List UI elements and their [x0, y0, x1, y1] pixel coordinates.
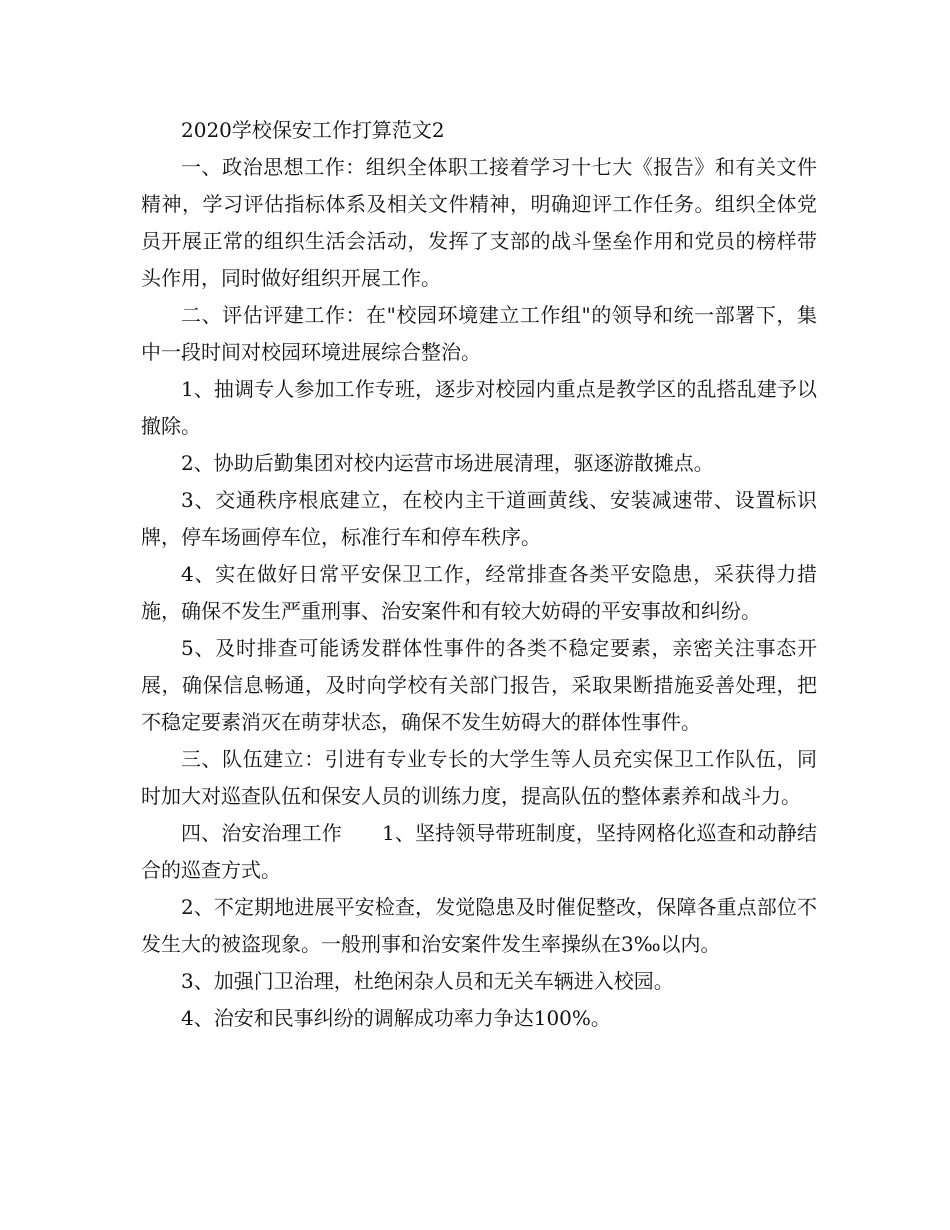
paragraph-team-building: 三、队伍建立：引进有专业专长的大学生等人员充实保卫工作队伍，同时加大对巡查队伍和保安人员的训练力度，提高队伍的整体素养和战斗力。 [141, 747, 817, 808]
document-body [141, 112, 817, 1037]
paragraph-security-item-4: 4、治安和民事纠纷的调解成功率力争达100%。 [181, 1006, 611, 1030]
paragraph-political-work: 一、政治思想工作：组织全体职工接着学习十七大《报告》和有关文件精神，学习评估指标体系及相关文件精神，明确迎评工作任务。组织全体党员开展正常的组织生活会活动，发挥了支部的战斗堡垒作用和党员的榜样带头作用，同时做好组织开展工作。 [141, 155, 817, 290]
paragraph-item-4: 4、实在做好日常平安保卫工作，经常排查各类平安隐患，采获得力措施，确保不发生严重刑事、治安案件和有较大妨碍的平安事故和纠纷。 [141, 562, 817, 623]
paragraph-security-management: 四、治安治理工作 1、坚持领导带班制度，坚持网格化巡查和动静结合的巡查方式。 [141, 821, 817, 882]
document-title: 2020学校保安工作打算范文2 [181, 118, 445, 142]
paragraph-security-item-2: 2、不定期地进展平安检查，发觉隐患及时催促整改，保障各重点部位不发生大的被盗现象。一般刑事和治安案件发生率操纵在3‰以内。 [141, 895, 817, 956]
paragraph-item-1: 1、抽调专人参加工作专班，逐步对校园内重点是教学区的乱搭乱建予以撤除。 [141, 377, 817, 438]
paragraph-evaluation-work: 二、评估评建工作：在"校园环境建立工作组"的领导和统一部署下，集中一段时间对校园环境进展综合整治。 [141, 303, 817, 364]
paragraph-item-2: 2、协助后勤集团对校内运营市场进展清理，驱逐游散摊点。 [181, 451, 714, 475]
paragraph-item-3: 3、交通秩序根底建立，在校内主干道画黄线、安装减速带、设置标识牌，停车场画停车位，标准行车和停车秩序。 [141, 488, 817, 549]
paragraph-security-item-3: 3、加强门卫治理，杜绝闲杂人员和无关车辆进入校园。 [181, 969, 674, 993]
paragraph-item-5: 5、及时排查可能诱发群体性事件的各类不稳定要素，亲密关注事态开展，确保信息畅通，及时向学校有关部门报告，采取果断措施妥善处理，把不稳定要素消灭在萌芽状态，确保不发生妨碍大的群体性事件。 [141, 636, 817, 734]
